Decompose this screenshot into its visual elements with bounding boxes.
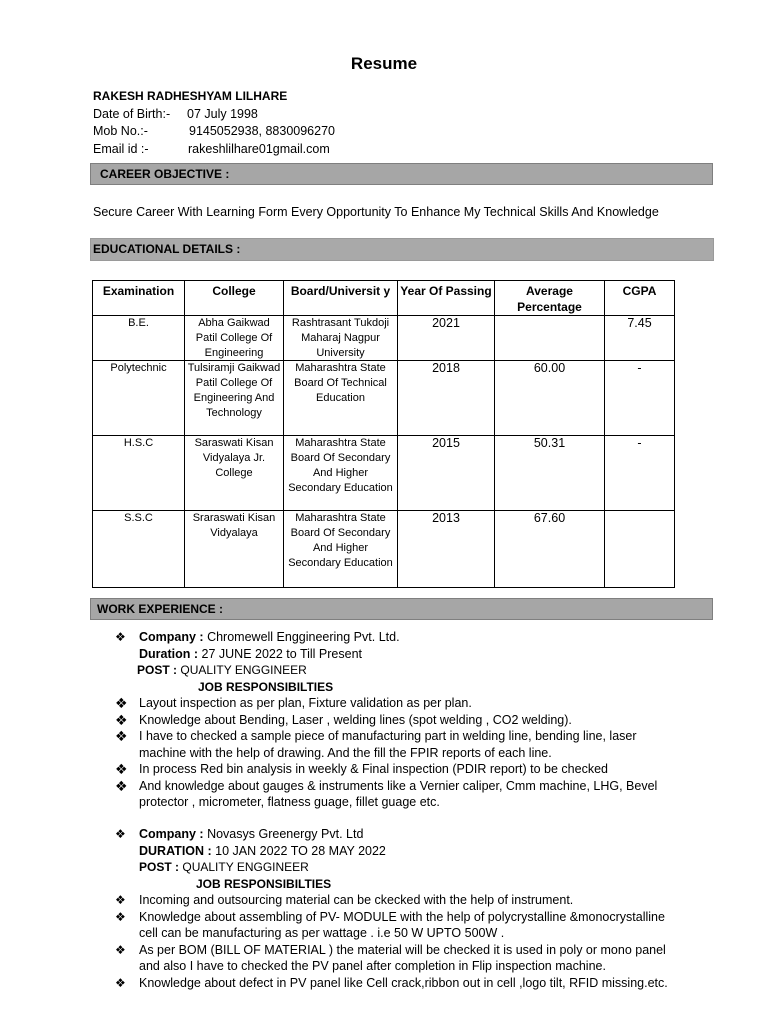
education-header-row <box>93 281 675 316</box>
year-cell: 2021 <box>398 316 495 361</box>
company-line <box>115 629 684 646</box>
duration-value: 27 JUNE 2022 to Till Present <box>201 646 363 661</box>
responsibility-text: I have to checked a sample piece of manufacturing part in welding line, bending line, laser machine with the help of drawing. And the fill the FPIR reports of each line. <box>139 729 637 760</box>
table-row <box>93 316 675 361</box>
table-row <box>93 511 675 588</box>
year-cell: 2013 <box>398 511 495 588</box>
duration-label: Duration : <box>139 646 199 661</box>
job-entry-novasys <box>115 826 684 991</box>
diamond-bullet-icon: ❖ <box>115 827 126 841</box>
mobile-value: 9145052938, 8830096270 <box>189 124 335 139</box>
work-experience-heading: WORK EXPERIENCE : <box>90 598 713 620</box>
responsibility-text: Layout inspection as per plan, Fixture validation as per plan. <box>139 696 472 710</box>
diamond-bullet-icon: ❖ <box>115 909 126 924</box>
responsibilities-title: JOB RESPONSIBILTIES <box>196 876 332 891</box>
post-line <box>115 662 684 679</box>
responsibility-text: Knowledge about Bending, Laser , welding lines (spot welding , CO2 welding). <box>139 712 572 727</box>
college-cell: Saraswati Kisan Vidyalaya Jr. College <box>185 436 284 511</box>
percentage-cell: 50.31 <box>495 436 605 511</box>
candidate-name: RAKESH RADHESHYAM LILHARE <box>93 89 288 103</box>
responsibility-text: Knowledge about assembling of PV- MODULE with the help of polycrystalline &monocrystalline cell can be manufacturing as per wattage . i.e 50 W UPTO 500W . <box>139 909 665 940</box>
post-value: QUALITY ENGGINEER <box>182 860 309 874</box>
duration-line <box>115 843 684 860</box>
duration-label: DURATION : <box>139 843 212 858</box>
percentage-cell <box>495 316 605 361</box>
responsibility-text: Knowledge about defect in PV panel like Cell crack,ribbon out in cell ,logo tilt, RFID missing.etc. <box>139 975 668 990</box>
college-cell: Sraraswati Kisan Vidyalaya <box>185 511 284 588</box>
career-objective-text: Secure Career With Learning Form Every Opportunity To Enhance My Technical Skills And Knowledge <box>93 205 659 219</box>
percentage-cell: 67.60 <box>495 511 605 588</box>
mobile-row <box>93 123 335 141</box>
exam-cell: S.S.C <box>93 511 185 588</box>
post-value: QUALITY ENGGINEER <box>180 663 307 677</box>
diamond-bullet-icon: ❖ <box>115 942 126 957</box>
board-cell: Rashtrasant Tukdoji Maharaj Nagpur University <box>284 316 398 361</box>
header-percentage: Average Percentage <box>495 281 605 316</box>
list-item <box>115 778 684 811</box>
cgpa-cell: - <box>605 361 675 436</box>
dob-value: 07 July 1998 <box>187 106 258 121</box>
year-cell: 2018 <box>398 361 495 436</box>
table-row <box>93 436 675 511</box>
duration-value: 10 JAN 2022 TO 28 MAY 2022 <box>215 843 386 858</box>
company-name: Chromewell Enggineering Pvt. Ltd. <box>207 630 400 644</box>
board-cell: Maharashtra State Board Of Secondary And Higher Secondary Education <box>284 511 398 588</box>
board-cell: Maharashtra State Board Of Secondary And Higher Secondary Education <box>284 436 398 511</box>
post-label: POST : <box>139 860 180 874</box>
responsibility-text: Incoming and outsourcing material can be ckecked with the help of instrument. <box>139 893 574 907</box>
post-line <box>115 859 684 876</box>
year-cell: 2015 <box>398 436 495 511</box>
company-label: Company : <box>139 827 204 841</box>
header-cgpa: CGPA <box>605 281 675 316</box>
list-item <box>115 942 684 975</box>
duration-line <box>115 646 684 663</box>
post-label: POST : <box>137 663 178 677</box>
cgpa-cell: 7.45 <box>605 316 675 361</box>
cgpa-cell <box>605 511 675 588</box>
college-cell: Tulsiramji Gaikwad Patil College Of Engineering And Technology <box>185 361 284 436</box>
diamond-bullet-icon: ❖ <box>115 761 128 777</box>
email-row <box>93 141 335 159</box>
email-label: Email id :- <box>93 141 149 156</box>
diamond-bullet-icon: ❖ <box>115 893 126 907</box>
diamond-bullet-icon: ❖ <box>115 630 126 644</box>
list-item <box>115 909 684 942</box>
header-year: Year Of Passing <box>398 281 495 316</box>
responsibility-text: And knowledge about gauges & instruments like a Vernier caliper, Cmm machine, LHG, Bevel protector , micrometer, flatness guage, fillet guage etc. <box>139 778 658 809</box>
page-title: Resume <box>350 54 418 73</box>
diamond-bullet-icon: ❖ <box>115 695 128 711</box>
education-table <box>92 280 675 588</box>
responsibility-text: In process Red bin analysis in weekly & Final inspection (PDIR report) to be checked <box>139 762 608 776</box>
company-label: Company : <box>139 630 204 644</box>
exam-cell: H.S.C <box>93 436 185 511</box>
company-line <box>115 826 684 843</box>
diamond-bullet-icon: ❖ <box>115 728 128 744</box>
list-item <box>115 892 684 909</box>
dob-label: Date of Birth:- <box>93 106 171 121</box>
educational-details-heading: EDUCATIONAL DETAILS : <box>90 238 714 261</box>
board-cell: Maharashtra State Board Of Technical Education <box>284 361 398 436</box>
personal-details <box>93 88 335 158</box>
percentage-cell: 60.00 <box>495 361 605 436</box>
header-examination: Examination <box>93 281 185 316</box>
diamond-bullet-icon: ❖ <box>115 777 128 794</box>
list-item <box>115 712 684 729</box>
list-item <box>115 728 684 761</box>
header-college: College <box>185 281 284 316</box>
exam-cell: Polytechnic <box>93 361 185 436</box>
job-entry-chromewell <box>115 629 684 811</box>
responsibility-text: As per BOM (BILL OF MATERIAL ) the material will be checked it is used in poly or mono panel and also I have to checked the PV panel after completion in Flip inspection machine. <box>139 942 666 973</box>
mobile-label: Mob No.:- <box>93 124 148 139</box>
header-board: Board/Universit y <box>284 281 398 316</box>
email-value: rakeshlilhare01gmail.com <box>188 141 330 156</box>
list-item <box>115 761 684 778</box>
list-item <box>115 695 684 712</box>
responsibilities-title: JOB RESPONSIBILTIES <box>198 679 334 694</box>
cgpa-cell: - <box>605 436 675 511</box>
dob-row <box>93 106 335 124</box>
career-objective-heading: CAREER OBJECTIVE : <box>90 163 713 185</box>
list-item <box>115 975 684 992</box>
diamond-bullet-icon: ❖ <box>115 711 128 728</box>
exam-cell: B.E. <box>93 316 185 361</box>
diamond-bullet-icon: ❖ <box>115 975 126 990</box>
table-row <box>93 361 675 436</box>
company-name: Novasys Greenergy Pvt. Ltd <box>207 827 364 841</box>
college-cell: Abha Gaikwad Patil College Of Engineering <box>185 316 284 361</box>
